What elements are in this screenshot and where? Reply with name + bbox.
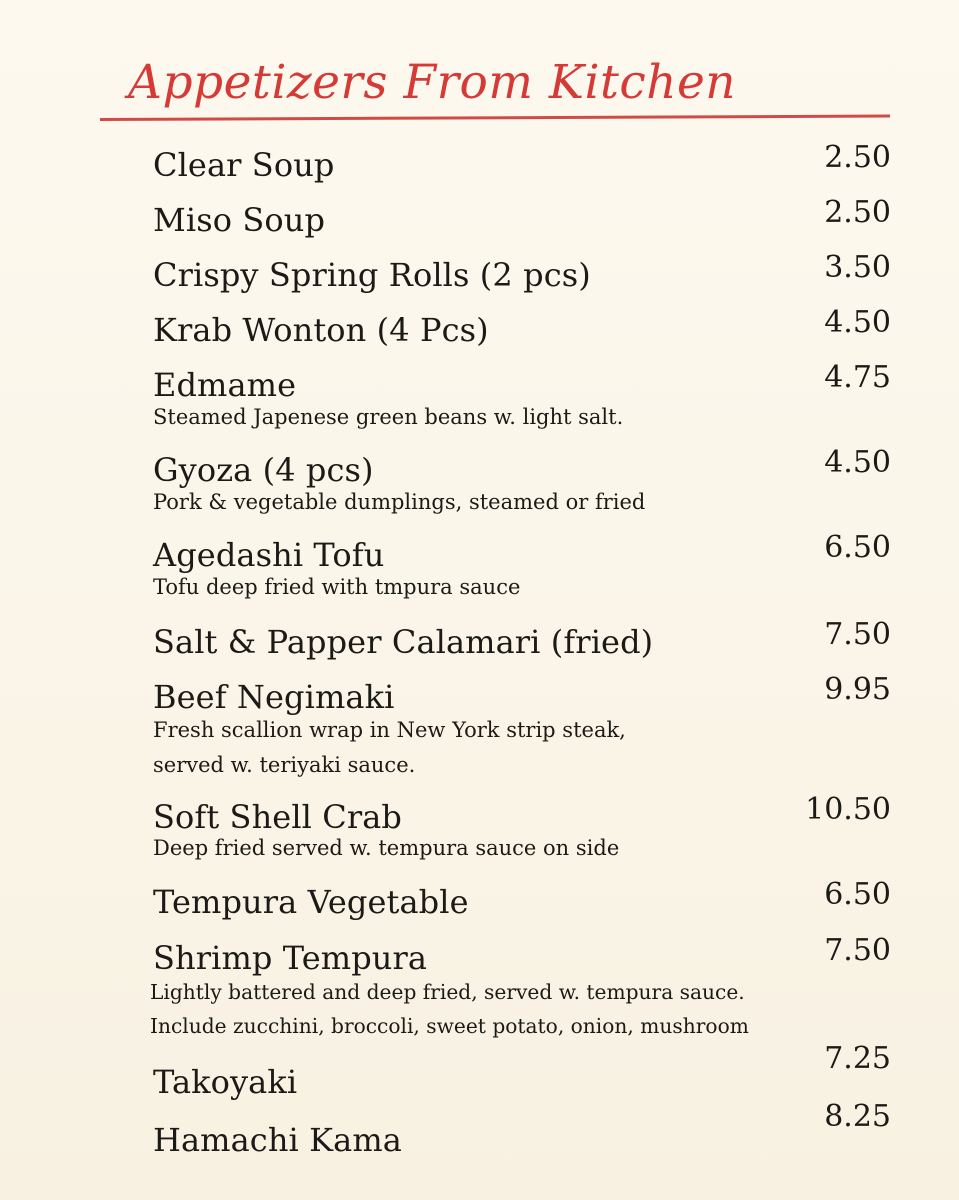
item-description-line-2: Include zucchini, broccoli, sweet potato, onion, mushroom [150,1014,749,1038]
item-name: Hamachi Kama [153,1121,402,1159]
item-price: 6.50 [824,530,891,565]
item-description-line-2: served w. teriyaki sauce. [153,753,416,777]
menu-item-beef-negimaki [153,672,903,781]
item-price: 10.50 [805,792,891,827]
item-price: 4.75 [824,360,891,395]
menu-item-tempura-vegetable [153,877,903,922]
item-name: Krab Wonton (4 Pcs) [153,311,489,349]
menu-item-crispy-spring-rolls [153,250,903,295]
item-description-line-1: Fresh scallion wrap in New York strip steak, [153,718,626,742]
item-name: Gyoza (4 pcs) [153,451,374,489]
item-price: 2.50 [824,195,891,230]
item-name: Tempura Vegetable [153,883,469,921]
menu-item-shrimp-tempura [150,933,903,1046]
menu-item-hamachi-kama [153,1099,903,1160]
item-name: Clear Soup [153,146,335,184]
item-name: Agedashi Tofu [153,536,385,574]
item-name: Miso Soup [153,201,326,239]
item-name: Shrimp Tempura [153,939,428,977]
item-name: Takoyaki [153,1063,298,1101]
menu-item-calamari [153,617,903,662]
item-price: 7.25 [824,1041,891,1076]
item-price: 7.50 [824,933,891,968]
menu-item-edmame [153,360,903,437]
menu-title: Appetizers From Kitchen [128,55,737,110]
item-name: Crispy Spring Rolls (2 pcs) [153,256,591,294]
item-price: 3.50 [824,250,891,285]
item-description: Steamed Japenese green beans w. light salt. [153,405,624,429]
menu-item-miso-soup [153,195,903,240]
item-name: Soft Shell Crab [153,798,403,836]
item-price: 7.50 [824,617,891,652]
menu-item-clear-soup [153,140,903,185]
item-price: 6.50 [824,877,891,912]
menu-item-krab-wonton [153,305,903,350]
menu-item-soft-shell-crab [153,792,903,869]
item-price: 9.95 [824,672,891,707]
menu-item-agedashi-tofu [153,530,903,607]
item-description-line-1: Lightly battered and deep fried, served w. tempura sauce. [150,980,745,1004]
menu-item-gyoza [153,445,903,522]
item-name: Beef Negimaki [153,678,395,716]
item-price: 4.50 [824,445,891,480]
item-price: 4.50 [824,305,891,340]
item-description: Deep fried served w. tempura sauce on side [153,836,620,860]
menu-item-takoyaki [153,1041,903,1102]
item-price: 2.50 [824,140,891,175]
item-description: Tofu deep fried with tmpura sauce [153,575,521,599]
item-price: 8.25 [824,1099,891,1134]
item-description: Pork & vegetable dumplings, steamed or fried [153,490,646,514]
item-name: Edmame [153,366,297,404]
item-name: Salt & Papper Calamari (fried) [153,623,654,661]
